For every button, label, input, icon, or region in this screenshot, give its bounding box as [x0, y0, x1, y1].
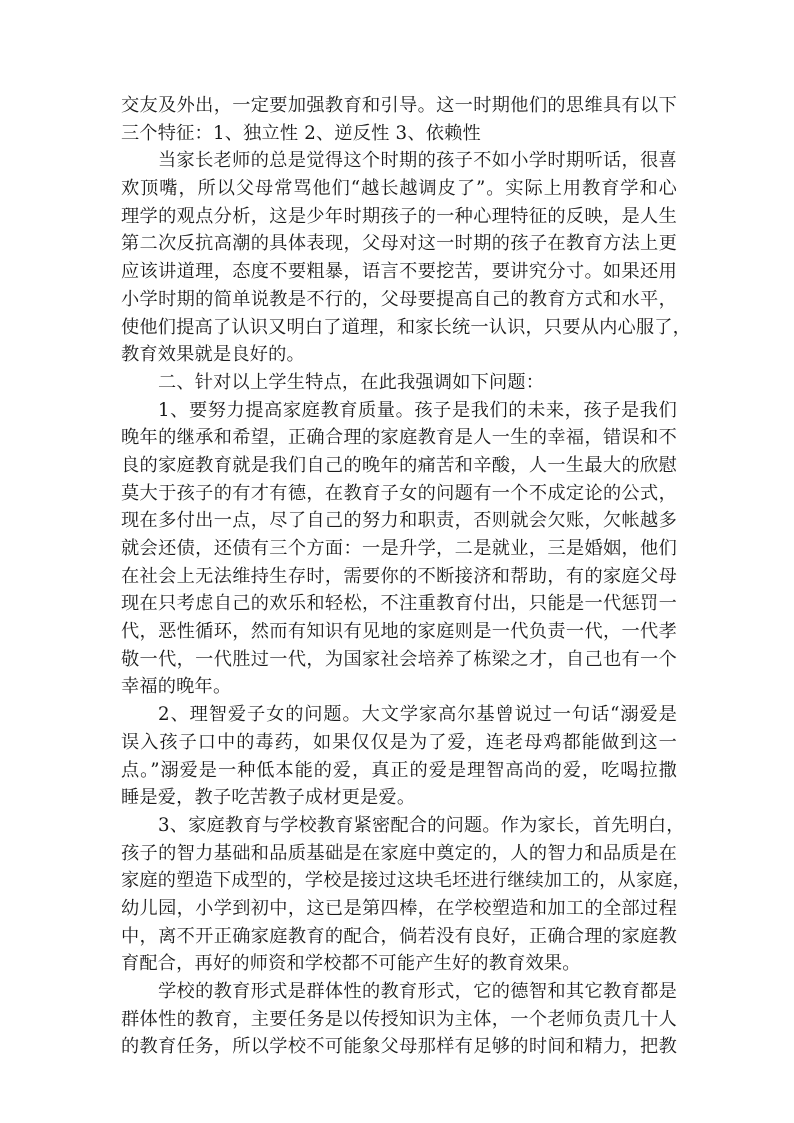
text-line: 晚年的继承和希望，正确合理的家庭教育是人一生的幸福，错误和不 — [121, 427, 677, 449]
text-line: 的教育任务，所以学校不可能象父母那样有足够的时间和精力，把教 — [121, 1036, 677, 1058]
paragraph-first-line: 学校的教育形式是群体性的教育形式，它的德智和其它教育都是 — [158, 981, 677, 1002]
text-line: 睡是爱，教子吃苦教子成材更是爱。 — [121, 787, 416, 809]
section-heading: 二、针对以上学生特点，在此我强调如下问题： — [158, 371, 545, 393]
paragraph-first-line: 1、要努力提高家庭教育质量。孩子是我们的未来，孩子是我们 — [158, 399, 677, 421]
text-line: 群体性的教育，主要任务是以传授知识为主体，一个老师负责几十人 — [121, 1008, 677, 1030]
text-line: 应该讲道理，态度不要粗暴，语言不要挖苦，要讲究分寸。如果还用 — [121, 261, 677, 283]
text-line: 三个特征：1、独立性 2、逆反性 3、依赖性 — [121, 122, 481, 144]
paragraph-first-line: 当家长老师的总是觉得这个时期的孩子不如小学时期听话，很喜 — [158, 150, 677, 172]
text-line: 中，离不开正确家庭教育的配合，倘若没有良好，正确合理的家庭教 — [121, 925, 677, 947]
text-line: 育配合，再好的师资和学校都不可能产生好的教育效果。 — [121, 953, 581, 975]
text-line: 现在只考虑自己的欢乐和轻松，不注重教育付出，只能是一代惩罚一 — [121, 593, 677, 615]
text-line: 使他们提高了认识又明白了道理，和家长统一认识，只要从内心服了， — [121, 316, 692, 338]
text-line: 良的家庭教育就是我们自己的晚年的痛苦和辛酸，人一生最大的欣慰 — [121, 454, 677, 476]
text-line: 小学时期的简单说教是不行的，父母要提高自己的教育方式和水平， — [121, 288, 677, 310]
text-line: 家庭的塑造下成型的，学校是接过这块毛坯进行继续加工的，从家庭， — [121, 870, 692, 892]
text-line: 第二次反抗高潮的具体表现，父母对这一时期的孩子在教育方法上更 — [121, 233, 677, 255]
text-line: 孩子的智力基础和品质基础是在家庭中奠定的，人的智力和品质是在 — [121, 842, 677, 864]
text-line: 莫大于孩子的有才有德，在教育子女的问题有一个不成定论的公式， — [121, 482, 677, 504]
text-line: 就会还债，还债有三个方面：一是升学，二是就业，三是婚姻，他们 — [121, 538, 677, 559]
text-line: 交友及外出，一定要加强教育和引导。这一时期他们的思维具有以下 — [121, 95, 677, 116]
paragraph-first-line: 2、理智爱子女的问题。大文学家高尔基曾说过一句话“溺爱是 — [158, 704, 677, 726]
text-line: 理学的观点分析，这是少年时期孩子的一种心理特征的反映，是人生 — [121, 205, 677, 227]
text-line: 欢顶嘴，所以父母常骂他们“越长越调皮了”。实际上用教育学和心 — [121, 178, 677, 200]
text-line: 教育效果就是良好的。 — [121, 344, 305, 366]
text-line: 幸福的晚年。 — [121, 676, 232, 698]
text-line: 在社会上无法维持生存时，需要你的不断接济和帮助，有的家庭父母 — [121, 565, 677, 587]
text-line: 幼儿园，小学到初中，这已是第四棒，在学校塑造和加工的全部过程 — [121, 897, 677, 919]
document-body — [121, 92, 692, 1061]
text-line: 敬一代，一代胜过一代，为国家社会培养了栋梁之才，自己也有一个 — [121, 648, 677, 670]
text-line: 现在多付出一点，尽了自己的努力和职责，否则就会欠账，欠帐越多 — [121, 510, 677, 532]
text-line: 误入孩子口中的毒药，如果仅仅是为了爱，连老母鸡都能做到这一 — [121, 731, 677, 753]
text-line: 点。”溺爱是一种低本能的爱，真正的爱是理智高尚的爱，吃喝拉撒 — [121, 759, 677, 781]
text-line: 代，恶性循环，然而有知识有见地的家庭则是一代负责一代，一代孝 — [121, 621, 677, 643]
paragraph-first-line: 3、家庭教育与学校教育紧密配合的问题。作为家长，首先明白， — [158, 814, 685, 836]
